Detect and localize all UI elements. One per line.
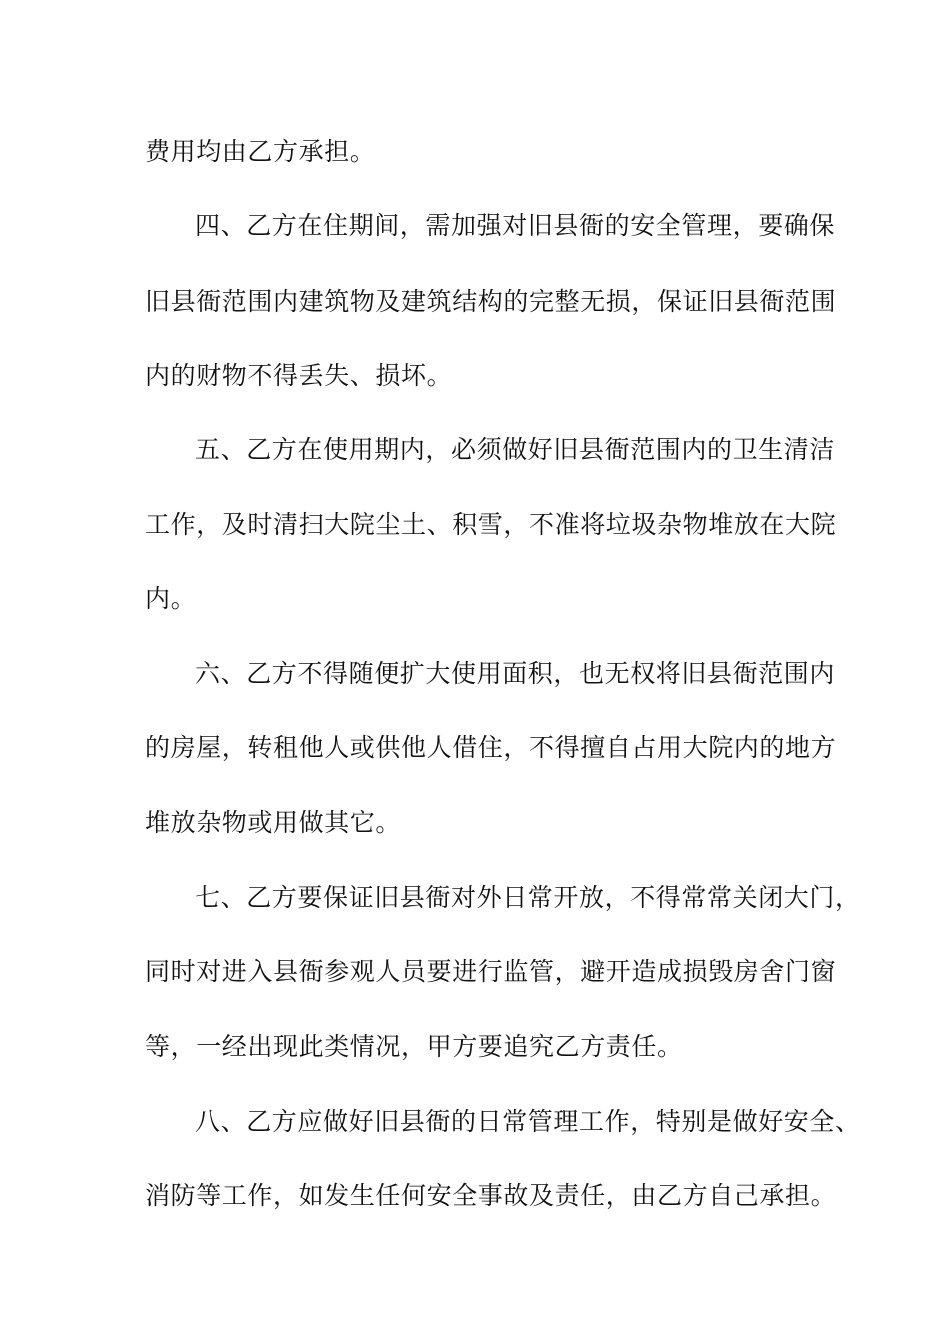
text-line: 旧县衙范围内建筑物及建筑结构的完整无损，保证旧县衙范围 (145, 287, 837, 316)
text-line: 工作，及时清扫大院尘土、积雪，不准将垃圾杂物堆放在大院 (145, 510, 837, 539)
text-line: 内的财物不得丢失、损坏。 (145, 361, 453, 390)
text-line: 消防等工作，如发生任何安全事故及责任，由乙方自己承担。 (145, 1181, 837, 1210)
text-line: 等，一经出现此类情况，甲方要追究乙方责任。 (145, 1032, 683, 1061)
text-line: 费用均由乙方承担。 (145, 137, 376, 166)
paragraph-5-line: 五、乙方在使用期内，必须做好旧县衙范围内的卫生清洁 (195, 435, 836, 464)
text-line: 内。 (145, 584, 197, 613)
text-line: 的房屋，转租他人或供他人借住，不得擅自占用大院内的地方 (145, 733, 837, 762)
paragraph-6-line: 六、乙方不得随便扩大使用面积，也无权将旧县衙范围内 (195, 659, 836, 688)
paragraph-7-line: 七、乙方要保证旧县衙对外日常开放，不得常常关闭大门， (195, 883, 861, 912)
paragraph-4-line: 四、乙方在住期间，需加强对旧县衙的安全管理，要确保 (195, 211, 836, 240)
text-line: 同时对进入县衙参观人员要进行监管，避开造成损毁房舍门窗 (145, 957, 837, 986)
paragraph-8-line: 八、乙方应做好旧县衙的日常管理工作，特别是做好安全、 (195, 1107, 861, 1136)
text-line: 堆放杂物或用做其它。 (145, 808, 402, 837)
